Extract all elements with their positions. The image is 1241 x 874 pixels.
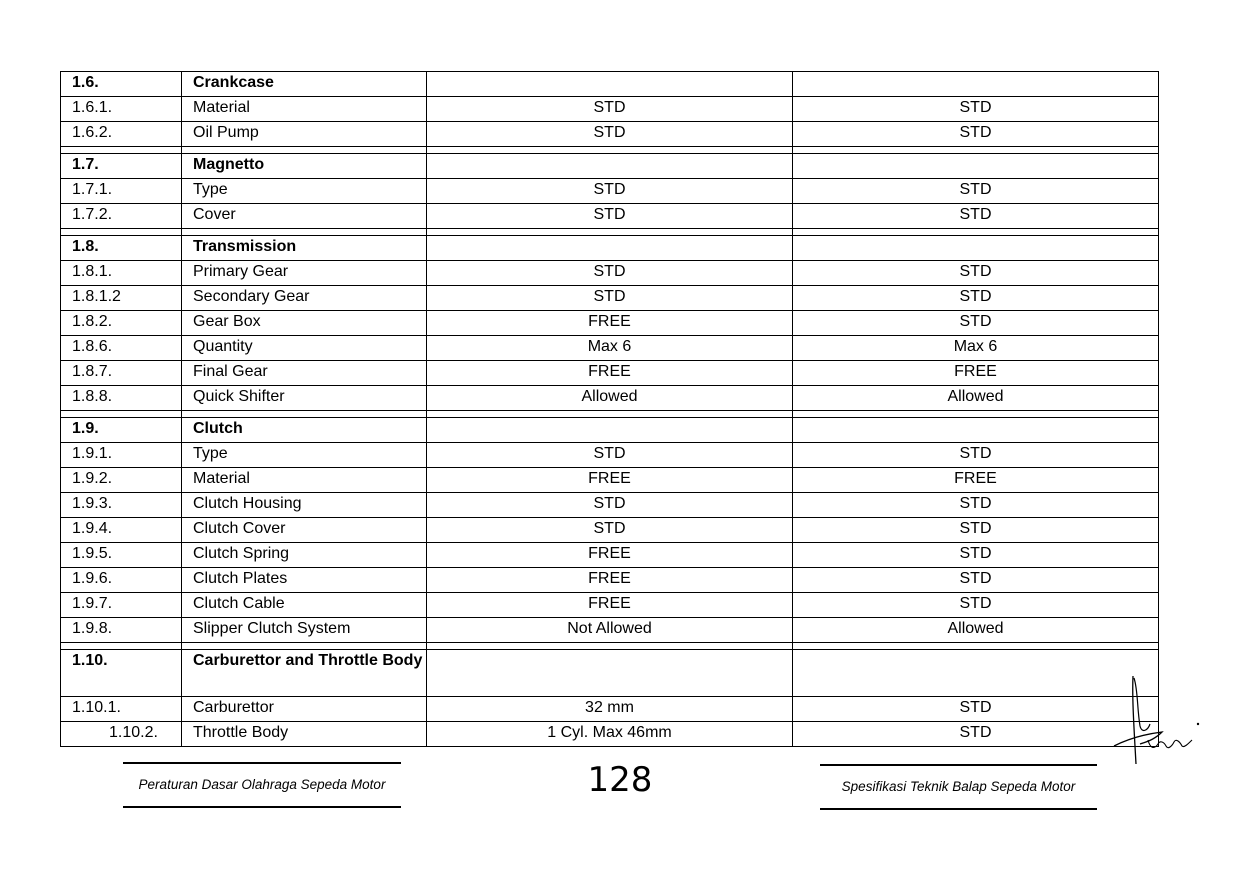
value-col-a: STD: [427, 97, 793, 122]
table-row: [61, 618, 1159, 643]
footer-left-title: Peraturan Dasar Olahraga Sepeda Motor: [123, 762, 401, 808]
section-number: 1.7.: [61, 154, 182, 179]
value-col-b: STD: [793, 722, 1159, 747]
item-number: 1.9.8.: [61, 618, 182, 643]
table-row: [61, 543, 1159, 568]
item-name: Clutch Spring: [182, 543, 427, 568]
table-row: [61, 204, 1159, 229]
item-name: Type: [182, 443, 427, 468]
separator-cell: [182, 643, 427, 650]
item-name: Material: [182, 468, 427, 493]
value-col-b: STD: [793, 518, 1159, 543]
table-row: [61, 443, 1159, 468]
item-name: Cover: [182, 204, 427, 229]
section-separator: [61, 147, 1159, 154]
separator-cell: [793, 643, 1159, 650]
empty-cell: [793, 72, 1159, 97]
section-header-row: [61, 154, 1159, 179]
value-col-b: STD: [793, 97, 1159, 122]
value-col-a: FREE: [427, 543, 793, 568]
value-col-b: STD: [793, 593, 1159, 618]
value-col-a: Max 6: [427, 336, 793, 361]
value-col-b: STD: [793, 122, 1159, 147]
section-separator: [61, 229, 1159, 236]
item-name: Material: [182, 97, 427, 122]
signature-icon: [1110, 668, 1205, 768]
value-col-b: STD: [793, 543, 1159, 568]
value-col-b: STD: [793, 443, 1159, 468]
item-name: Secondary Gear: [182, 286, 427, 311]
value-col-a: STD: [427, 122, 793, 147]
table-row: [61, 286, 1159, 311]
separator-cell: [61, 229, 182, 236]
section-number: 1.9.: [61, 418, 182, 443]
separator-cell: [427, 229, 793, 236]
empty-cell: [427, 650, 793, 697]
item-number: 1.8.2.: [61, 311, 182, 336]
value-col-b: STD: [793, 261, 1159, 286]
table-row: [61, 122, 1159, 147]
empty-cell: [793, 650, 1159, 697]
item-number: 1.8.1.: [61, 261, 182, 286]
separator-cell: [793, 229, 1159, 236]
separator-cell: [61, 147, 182, 154]
item-number: 1.9.6.: [61, 568, 182, 593]
value-col-b: STD: [793, 568, 1159, 593]
empty-cell: [427, 72, 793, 97]
value-col-b: STD: [793, 204, 1159, 229]
section-number: 1.6.: [61, 72, 182, 97]
table-row: [61, 386, 1159, 411]
value-col-b: Max 6: [793, 336, 1159, 361]
item-name: Throttle Body: [182, 722, 427, 747]
value-col-a: STD: [427, 261, 793, 286]
value-col-a: Not Allowed: [427, 618, 793, 643]
separator-cell: [182, 147, 427, 154]
item-number: 1.6.1.: [61, 97, 182, 122]
section-number: 1.10.: [61, 650, 182, 697]
value-col-a: FREE: [427, 361, 793, 386]
item-number: 1.10.2.: [61, 722, 182, 747]
spec-table: [60, 71, 1159, 747]
empty-cell: [427, 154, 793, 179]
value-col-a: FREE: [427, 568, 793, 593]
item-number: 1.8.8.: [61, 386, 182, 411]
item-name: Quick Shifter: [182, 386, 427, 411]
section-title: Crankcase: [182, 72, 427, 97]
item-name: Primary Gear: [182, 261, 427, 286]
section-separator: [61, 411, 1159, 418]
value-col-a: FREE: [427, 593, 793, 618]
page-number: 128: [587, 760, 653, 800]
value-col-a: STD: [427, 518, 793, 543]
table-row: [61, 97, 1159, 122]
table-row: [61, 336, 1159, 361]
value-col-a: STD: [427, 179, 793, 204]
item-name: Slipper Clutch System: [182, 618, 427, 643]
item-number: 1.8.6.: [61, 336, 182, 361]
item-number: 1.7.2.: [61, 204, 182, 229]
item-name: Clutch Cover: [182, 518, 427, 543]
value-col-b: STD: [793, 493, 1159, 518]
section-header-row: [61, 650, 1159, 697]
table-row: [61, 722, 1159, 747]
item-number: 1.10.1.: [61, 697, 182, 722]
table-row: [61, 518, 1159, 543]
item-name: Clutch Cable: [182, 593, 427, 618]
value-col-b: FREE: [793, 468, 1159, 493]
separator-cell: [182, 411, 427, 418]
value-col-a: FREE: [427, 311, 793, 336]
value-col-a: STD: [427, 204, 793, 229]
value-col-b: Allowed: [793, 618, 1159, 643]
value-col-a: STD: [427, 286, 793, 311]
item-name: Type: [182, 179, 427, 204]
item-number: 1.9.7.: [61, 593, 182, 618]
value-col-b: STD: [793, 286, 1159, 311]
empty-cell: [793, 236, 1159, 261]
separator-cell: [61, 411, 182, 418]
table-row: [61, 179, 1159, 204]
value-col-b: FREE: [793, 361, 1159, 386]
footer-right-title: Spesifikasi Teknik Balap Sepeda Motor: [820, 764, 1097, 810]
item-number: 1.9.4.: [61, 518, 182, 543]
section-title: Magnetto: [182, 154, 427, 179]
table-row: [61, 493, 1159, 518]
separator-cell: [61, 643, 182, 650]
value-col-b: STD: [793, 697, 1159, 722]
item-number: 1.6.2.: [61, 122, 182, 147]
section-header-row: [61, 418, 1159, 443]
empty-cell: [427, 236, 793, 261]
value-col-b: STD: [793, 311, 1159, 336]
section-number: 1.8.: [61, 236, 182, 261]
separator-cell: [793, 147, 1159, 154]
value-col-b: STD: [793, 179, 1159, 204]
section-header-row: [61, 72, 1159, 97]
item-name: Clutch Housing: [182, 493, 427, 518]
separator-cell: [427, 643, 793, 650]
separator-cell: [182, 229, 427, 236]
value-col-a: Allowed: [427, 386, 793, 411]
table-row: [61, 593, 1159, 618]
item-number: 1.9.3.: [61, 493, 182, 518]
section-title: Clutch: [182, 418, 427, 443]
value-col-a: 1 Cyl. Max 46mm: [427, 722, 793, 747]
separator-cell: [427, 411, 793, 418]
item-number: 1.8.7.: [61, 361, 182, 386]
value-col-a: STD: [427, 493, 793, 518]
item-number: 1.9.5.: [61, 543, 182, 568]
item-name: Gear Box: [182, 311, 427, 336]
table-row: [61, 311, 1159, 336]
separator-cell: [427, 147, 793, 154]
table-row: [61, 568, 1159, 593]
value-col-a: 32 mm: [427, 697, 793, 722]
item-number: 1.7.1.: [61, 179, 182, 204]
empty-cell: [793, 154, 1159, 179]
section-title: Transmission: [182, 236, 427, 261]
empty-cell: [427, 418, 793, 443]
empty-cell: [793, 418, 1159, 443]
item-number: 1.9.2.: [61, 468, 182, 493]
item-name: Carburettor: [182, 697, 427, 722]
item-name: Clutch Plates: [182, 568, 427, 593]
item-name: Quantity: [182, 336, 427, 361]
section-separator: [61, 643, 1159, 650]
value-col-a: FREE: [427, 468, 793, 493]
table-row: [61, 361, 1159, 386]
separator-cell: [793, 411, 1159, 418]
table-row: [61, 697, 1159, 722]
item-number: 1.9.1.: [61, 443, 182, 468]
section-header-row: [61, 236, 1159, 261]
item-name: Oil Pump: [182, 122, 427, 147]
value-col-b: Allowed: [793, 386, 1159, 411]
item-name: Final Gear: [182, 361, 427, 386]
table-row: [61, 261, 1159, 286]
section-title: Carburettor and Throttle Body: [182, 650, 427, 697]
item-number: 1.8.1.2: [61, 286, 182, 311]
table-row: [61, 468, 1159, 493]
value-col-a: STD: [427, 443, 793, 468]
